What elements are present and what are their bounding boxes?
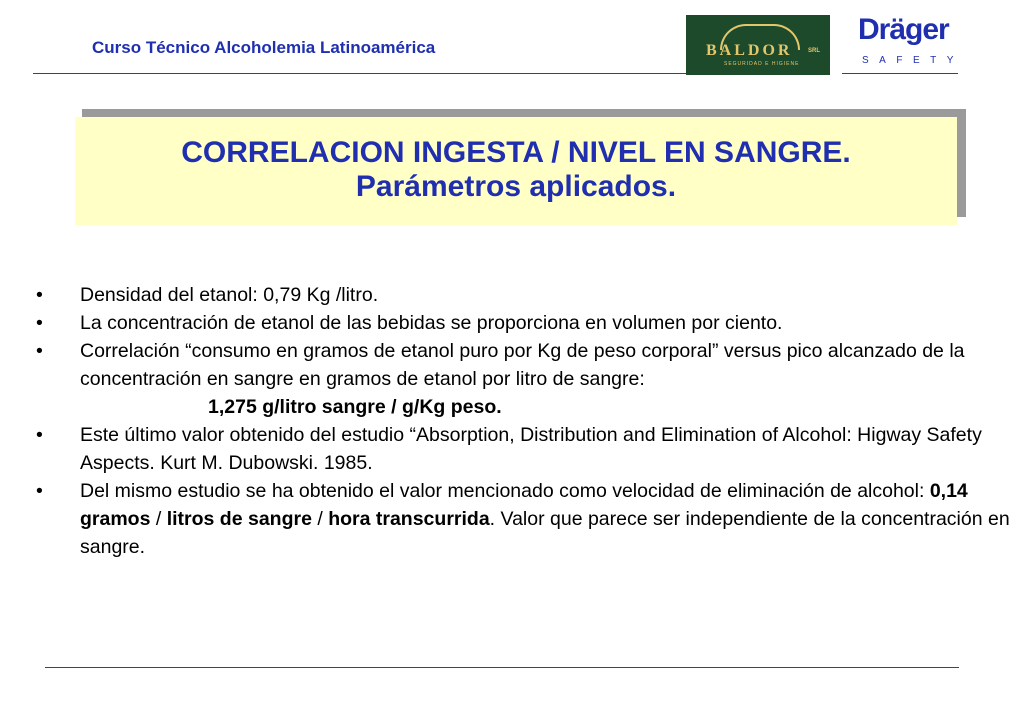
elimination-rate-value: 0,14 gramos [80, 480, 968, 530]
baldor-logo-name: BALDOR [706, 42, 793, 59]
bullet-text-part: Del mismo estudio se ha obtenido el valor mencionado como velocidad de eliminación de alcohol: [80, 480, 930, 502]
slide-title-line-2: Parámetros aplicados. [355, 170, 677, 203]
baldor-logo [686, 15, 830, 75]
bullet-dot-icon: • [36, 312, 43, 334]
course-title: Curso Técnico Alcoholemia Latinoamérica [92, 38, 436, 57]
bullet-text: La concentración de etanol de las bebidas se proporciona en volumen por ciento. [80, 312, 783, 334]
bullet-dot-icon: • [36, 480, 43, 502]
bullet-text [80, 480, 1010, 558]
footer-divider [45, 667, 959, 668]
bullet-text: Este último valor obtenido del estudio “Absorption, Distribution and Elimination of Alcohol: Higway Safety Aspects. Kurt M. Dubowski. 1985. [80, 424, 982, 474]
bullet-dot-icon: • [36, 284, 43, 306]
slide-title-line-1: CORRELACION INGESTA / NIVEL EN SANGRE. [181, 136, 851, 169]
bullet-item [0, 337, 1023, 421]
baldor-logo-tagline: SEGURIDAD E HIGIENE [724, 61, 800, 67]
header-divider-right [842, 73, 958, 74]
drager-logo-tagline: SAFETY [862, 55, 964, 66]
bullet-item [0, 477, 1023, 561]
bullet-text-part: . Valor que parece ser independiente de la concentración en sangre. [80, 508, 1010, 558]
slide-title-box [75, 117, 957, 225]
baldor-logo-suffix: SRL [808, 48, 820, 54]
bullet-dot-icon: • [36, 340, 43, 362]
bullet-item [0, 421, 1023, 477]
header-divider [33, 73, 688, 74]
bullet-item [0, 309, 1023, 337]
bullet-item [0, 281, 1023, 309]
elimination-rate-unit-time: hora transcurrida [328, 508, 490, 530]
bullet-text-separator: / [311, 508, 329, 530]
bullet-text: Densidad del etanol: 0,79 Kg /litro. [80, 284, 379, 306]
elimination-rate-unit-blood: litros de sangre [166, 508, 312, 530]
drager-logo-name: Dräger [858, 13, 949, 46]
bullet-list [0, 281, 1023, 561]
correlation-formula: 1,275 g/litro sangre / g/Kg peso. [208, 396, 502, 418]
bullet-dot-icon: • [36, 424, 43, 446]
bullet-text: Correlación “consumo en gramos de etanol puro por Kg de peso corporal” versus pico alcanzado de la concentración en sangre en gramos de etanol por litro de sangre: [80, 340, 965, 390]
bullet-text-separator: / [150, 508, 167, 530]
